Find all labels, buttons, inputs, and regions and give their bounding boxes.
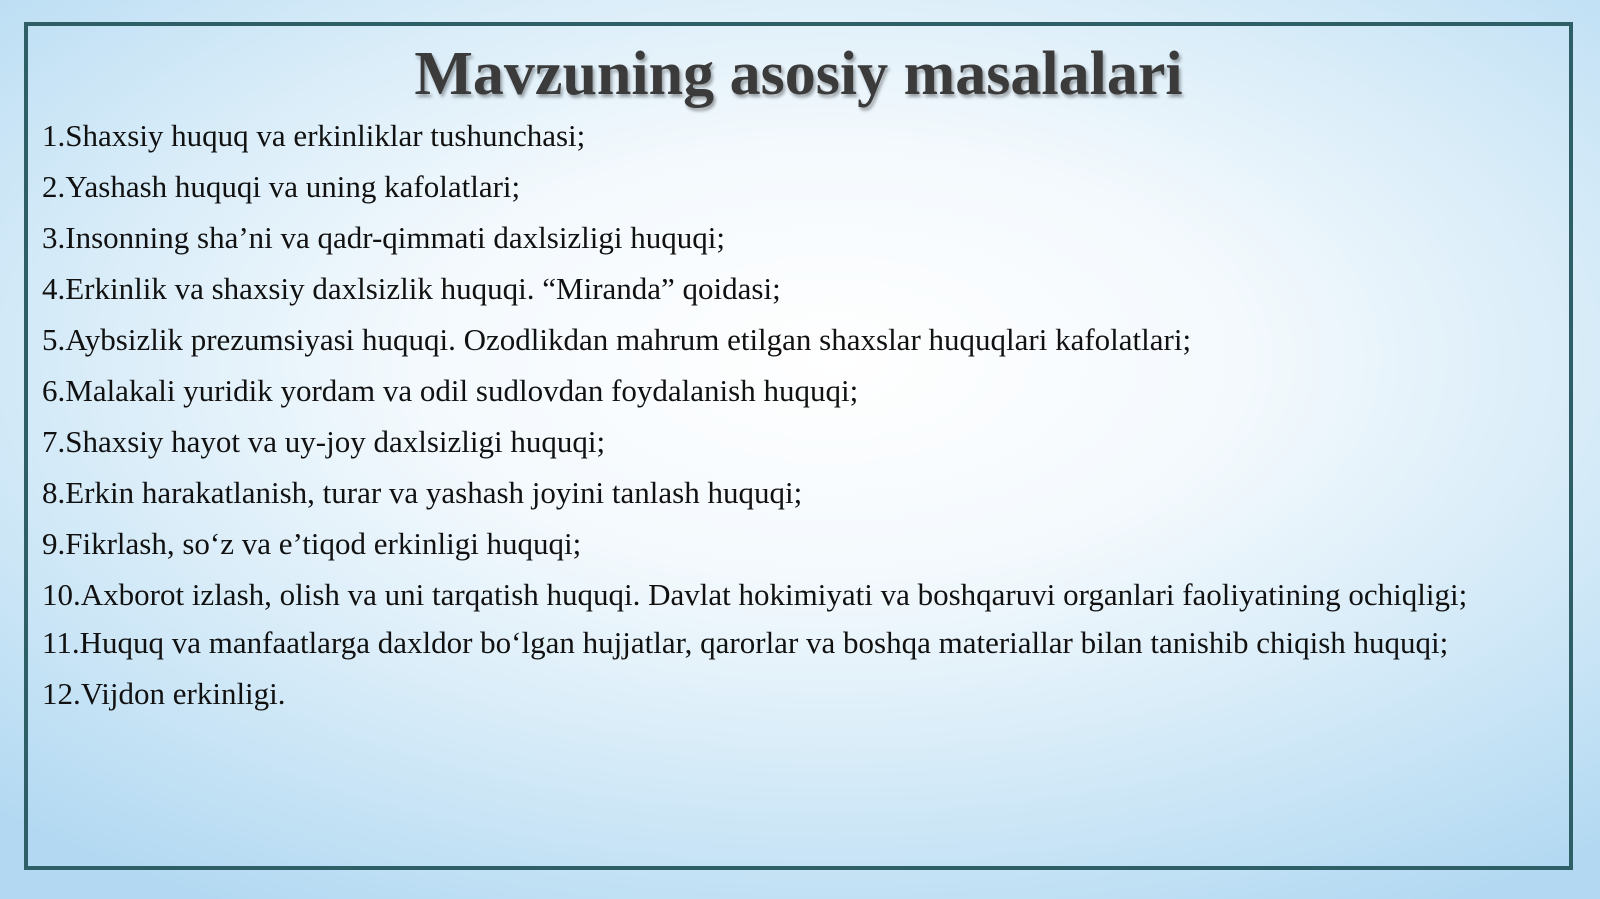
topic-list (42, 118, 1560, 727)
list-item: 9.Fikrlash, so‘z va e’tiqod erkinligi huquqi; (42, 526, 582, 561)
list-item: 12.Vijdon erkinligi. (42, 676, 286, 711)
list-item: 7.Shaxsiy hayot va uy-joy daxlsizligi huquqi; (42, 424, 606, 459)
list-item: 6.Malakali yuridik yordam va odil sudlovdan foydalanish huquqi; (42, 373, 859, 408)
slide-title: Mavzuning asosiy masalalari (414, 40, 1183, 108)
list-item: 4.Erkinlik va shaxsiy daxlsizlik huquqi. “Miranda” qoidasi; (42, 271, 781, 306)
list-item: 8.Erkin harakatlanish, turar va yashash joyini tanlash huquqi; (42, 475, 803, 510)
list-item: 2.Yashash huquqi va uning kafolatlari; (42, 169, 521, 204)
list-item: 1.Shaxsiy huquq va erkinliklar tushunchasi; (42, 118, 586, 153)
list-item: 5.Aybsizlik prezumsiyasi huquqi. Ozodlikdan mahrum etilgan shaxslar huquqlari kafolatlari; (42, 322, 1192, 357)
list-item: 10.Axborot izlash, olish va uni tarqatish huquqi. Davlat hokimiyati va boshqaruvi organlari faoliyatining ochiqligi; (42, 577, 1468, 612)
list-item: 11.Huquq va manfaatlarga daxldor bo‘lgan hujjatlar, qarorlar va boshqa materiallar bilan tanishib chiqish huquqi; (42, 625, 1449, 660)
list-item: 3.Insonning sha’ni va qadr-qimmati daxlsizligi huquqi; (42, 220, 725, 255)
